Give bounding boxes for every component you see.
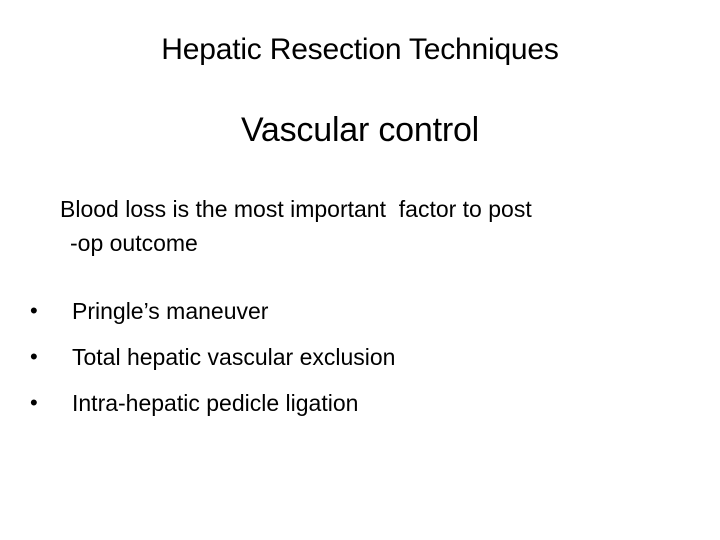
bullet-icon: • <box>30 344 38 369</box>
bullet-text: Total hepatic vascular exclusion <box>72 344 396 370</box>
slide-subtitle: Vascular control <box>240 111 480 149</box>
bullet-item-pedicle-ligation <box>30 380 680 426</box>
bullet-icon: • <box>30 390 38 415</box>
bullet-list <box>30 288 680 426</box>
bullet-text: Pringle’s maneuver <box>72 298 269 324</box>
bullet-text: Intra-hepatic pedicle ligation <box>72 390 359 416</box>
intro-text <box>60 192 690 260</box>
bullet-item-total-exclusion <box>30 334 680 380</box>
intro-line-2: -op outcome <box>70 230 198 256</box>
bullet-icon: • <box>30 298 38 323</box>
bullet-item-pringle <box>30 288 680 334</box>
slide-title: Hepatic Resection Techniques <box>161 33 559 66</box>
intro-line-1: Blood loss is the most important factor to post <box>60 196 532 222</box>
